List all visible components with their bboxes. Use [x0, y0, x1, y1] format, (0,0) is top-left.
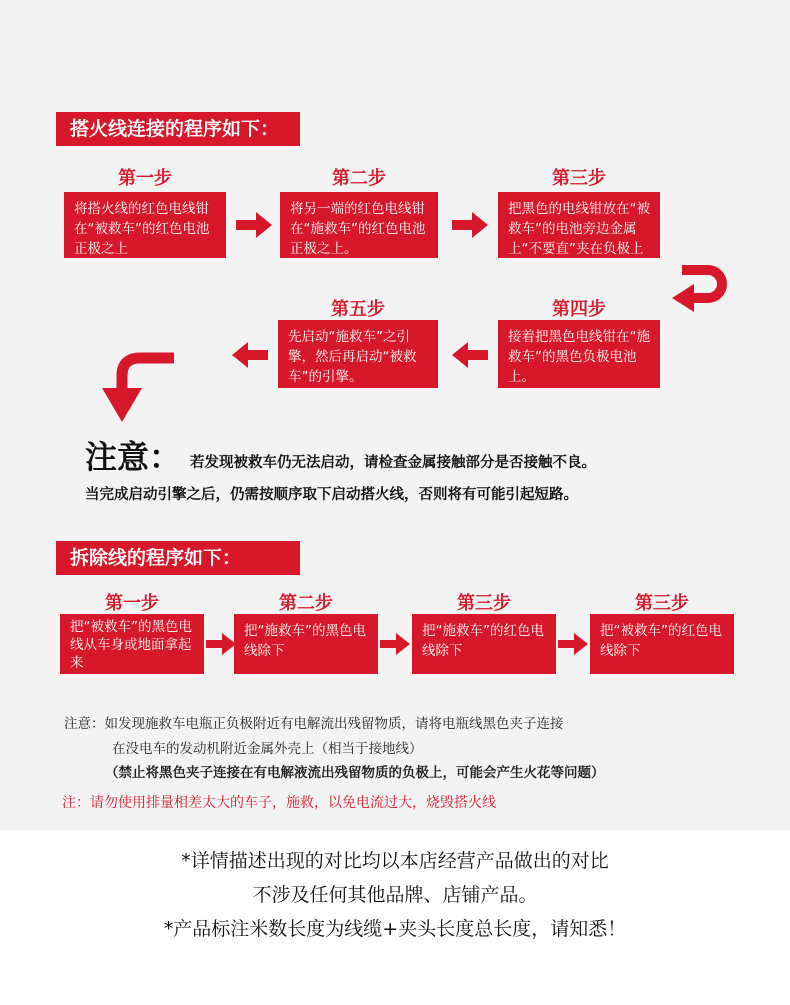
connect-step1-label: 第一步 [118, 168, 172, 189]
connect-section-title: 搭火线连接的程序如下： [56, 112, 300, 146]
connect-step1-box: 将搭火线的红色电线钳在“被救车”的红色电池正极之上 [64, 192, 226, 258]
note-line-2: 当完成启动引擎之后，仍需按顺序取下启动搭火线，否则将有可能引起短路。 [85, 487, 578, 503]
footer-line-3: *产品标注米数长度为线缆+夹头长度总长度，请知悉！ [163, 918, 627, 940]
arrow-right-icon [452, 212, 488, 238]
red-warning-note: 注：请勿使用排量相差太大的车子，施救，以免电流过大，烧毁搭火线 [62, 795, 496, 811]
remove-section-title: 拆除线的程序如下： [56, 541, 300, 575]
remove-step3-box: 把“施救车”的红色电线除下 [412, 614, 556, 674]
note2-line-3: （禁止将黑色夹子连接在有电解液流出残留物质的负极上，可能会产生火花等问题） [105, 765, 605, 781]
note-title: 注意： [85, 438, 182, 476]
connect-step3-box: 把黑色的电线钳放在“被救车”的电池旁边金属上“不要直”夹在负极上 [498, 192, 660, 258]
footer-line-1: *详情描述出现的对比均以本店经营产品做出的对比 [181, 850, 609, 872]
note2-line-1: 注意：如发现施救车电瓶正负极附近有电解流出残留物质，请将电瓶线黑色夹子连接 [64, 716, 564, 732]
footer-line-2: 不涉及任何其他品牌、店铺产品。 [252, 884, 538, 906]
remove-step2-label: 第二步 [279, 593, 333, 614]
remove-step2-box: 把“施救车”的黑色电线除下 [234, 614, 378, 674]
remove-step4-label: 第三步 [635, 593, 689, 614]
remove-step4-box: 把“被救车”的红色电线除下 [590, 614, 734, 674]
connect-step2-label: 第二步 [332, 168, 386, 189]
u-turn-arrow-icon [666, 262, 730, 318]
connect-step4-label: 第四步 [552, 299, 606, 320]
arrow-right-icon [380, 633, 410, 655]
arrow-right-icon [558, 633, 588, 655]
connect-step4-box: 接着把黑色电线钳在“施救车”的黑色负极电池上。 [498, 320, 660, 388]
curved-down-arrow-icon [100, 346, 180, 424]
arrow-right-icon [236, 212, 272, 238]
remove-step3-label: 第三步 [457, 593, 511, 614]
connect-step5-label: 第五步 [331, 299, 385, 320]
arrow-right-icon [206, 633, 236, 655]
remove-step1-label: 第一步 [105, 593, 159, 614]
connect-step5-box: 先启动“施救车”之引擎，然后再启动“被救车”的引擎。 [278, 320, 438, 388]
remove-step1-box: 把“被救车”的黑色电线从车身或地面拿起来 [60, 614, 204, 674]
arrow-left-icon [232, 342, 268, 368]
arrow-left-icon [452, 342, 488, 368]
note2-line-2: 在没电车的发动机附近金属外壳上（相当于接地线） [112, 741, 423, 757]
connect-step2-box: 将另一端的红色电线钳在“施救车”的红色电池正极之上。 [280, 192, 438, 258]
note-line-1: 若发现被救车仍无法启动，请检查金属接触部分是否接触不良。 [190, 455, 596, 471]
connect-step3-label: 第三步 [552, 168, 606, 189]
